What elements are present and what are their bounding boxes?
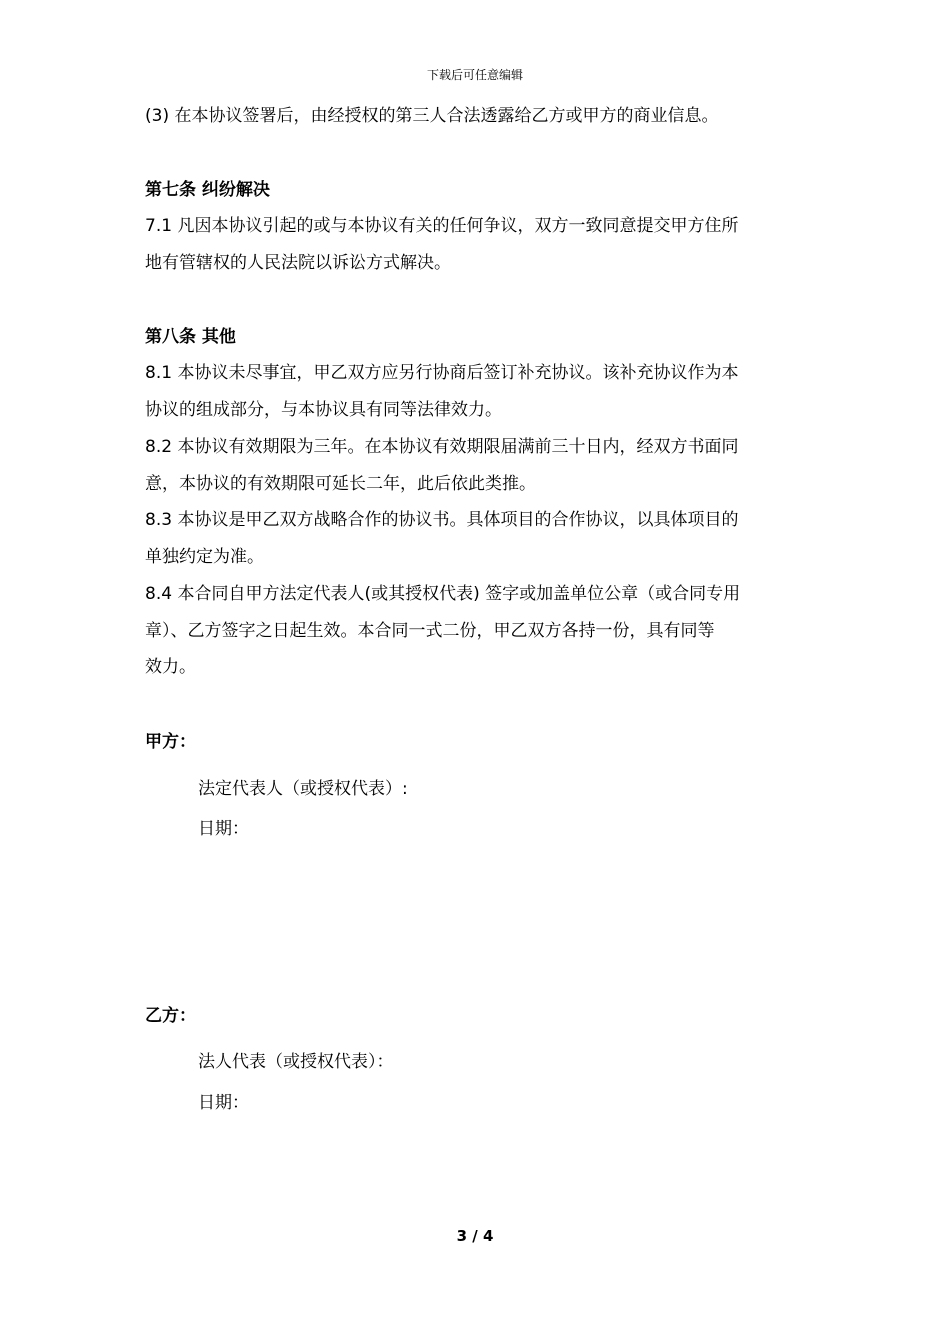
page-header: 下载后可任意编辑 [426,68,523,82]
paragraph-7-1-line-1: 7.1 凡因本协议引起的或与本协议有关的任何争议，双方一致同意提交甲方住所 [145,216,739,236]
clause-6-3: (3) 在本协议签署后，由经授权的第三人合法透露给乙方或甲方的商业信息。 [145,106,719,126]
paragraph-8-4-line-1: 8.4 本合同自甲方法定代表人(或其授权代表) 签字或加盖单位公章（或合同专用 [145,584,741,604]
party-b-label: 乙方： [145,1006,196,1026]
party-b-representative: 法人代表（或授权代表）： [198,1052,394,1072]
paragraph-8-2-line-1: 8.2 本协议有效期限为三年。在本协议有效期限届满前三十日内，经双方书面同 [145,437,739,457]
page-number: 3 / 4 [456,1227,494,1245]
paragraph-8-3-line-1: 8.3 本协议是甲乙双方战略合作的协议书。具体项目的合作协议，以具体项目的 [145,510,739,530]
party-a-label: 甲方： [145,732,196,752]
party-a-date: 日期： [198,819,249,839]
paragraph-8-1-line-1: 8.1 本协议未尽事宜，甲乙双方应另行协商后签订补充协议。该补充协议作为本 [145,363,739,383]
paragraph-8-4-line-2: 章）、乙方签字之日起生效。本合同一式二份，甲乙双方各持一份，具有同等 [145,621,715,641]
paragraph-8-3-line-2: 单独约定为准。 [145,547,264,567]
paragraph-7-1-line-2: 地有管辖权的人民法院以诉讼方式解决。 [145,253,451,273]
article-7-heading: 第七条 纠纷解决 [145,180,270,200]
paragraph-8-2-line-2: 意，本协议的有效期限可延长二年，此后依此类推。 [145,474,536,494]
paragraph-8-1-line-2: 协议的组成部分，与本协议具有同等法律效力。 [145,400,502,420]
party-b-date: 日期： [198,1093,249,1113]
party-a-representative: 法定代表人（或授权代表）: [198,779,408,799]
article-8-heading: 第八条 其他 [145,327,236,347]
paragraph-8-4-line-3: 效力。 [145,657,196,677]
